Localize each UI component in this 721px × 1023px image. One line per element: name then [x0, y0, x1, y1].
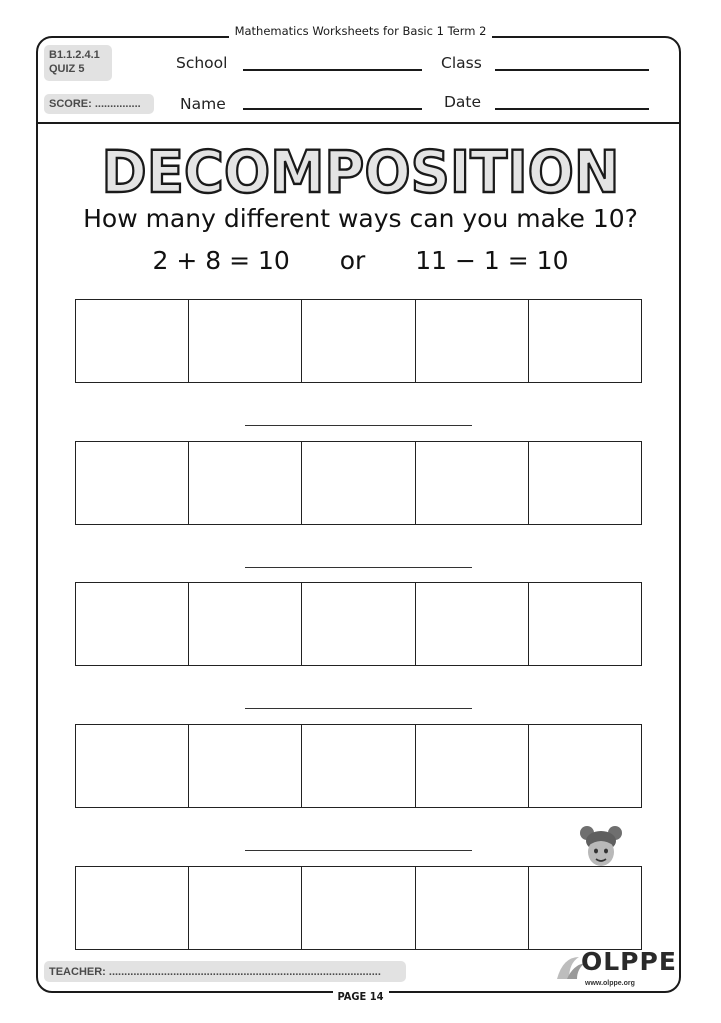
answer-cell[interactable]: [302, 583, 415, 665]
answer-cell[interactable]: [189, 300, 302, 382]
girl-face-icon: [578, 824, 624, 870]
or-text: or: [339, 246, 366, 275]
answer-cell[interactable]: [189, 583, 302, 665]
example-subtraction: 11 − 1 = 10: [415, 246, 569, 275]
answer-cell[interactable]: [189, 725, 302, 807]
answer-cell[interactable]: [302, 867, 415, 949]
answer-cell[interactable]: [302, 725, 415, 807]
worksheet-header-title: Mathematics Worksheets for Basic 1 Term 2: [0, 24, 721, 38]
answer-cell[interactable]: [189, 442, 302, 524]
date-field[interactable]: [495, 108, 649, 110]
answer-grid-3: [75, 582, 642, 666]
answer-cell[interactable]: [416, 442, 529, 524]
question-text: How many different ways can you make 10?: [83, 204, 638, 233]
answer-cell[interactable]: [529, 442, 641, 524]
class-label: Class: [441, 54, 482, 72]
name-label: Name: [180, 95, 226, 113]
answer-cell[interactable]: [76, 300, 189, 382]
answer-cell[interactable]: [76, 442, 189, 524]
quiz-code-tag: [44, 45, 112, 81]
teacher-tag: TEACHER: .........................................................................................: [44, 961, 406, 982]
name-field[interactable]: [243, 108, 422, 110]
answer-cell[interactable]: [302, 300, 415, 382]
header-divider: [38, 122, 681, 124]
page-number: PAGE 14: [0, 985, 721, 1004]
class-field[interactable]: [495, 69, 649, 71]
worksheet-title: [0, 136, 721, 206]
answer-line-2[interactable]: [245, 567, 472, 568]
answer-grid-4: [75, 724, 642, 808]
answer-line-4[interactable]: [245, 850, 472, 851]
answer-grid-1: [75, 299, 642, 383]
logo-text: OLPPE: [581, 947, 677, 976]
quiz-number: QUIZ 5: [49, 63, 85, 75]
answer-cell[interactable]: [529, 300, 641, 382]
answer-cell[interactable]: [416, 583, 529, 665]
example-equations: [0, 246, 721, 275]
answer-line-1[interactable]: [245, 425, 472, 426]
answer-cell[interactable]: [416, 300, 529, 382]
answer-line-3[interactable]: [245, 708, 472, 709]
answer-cell[interactable]: [76, 867, 189, 949]
answer-cell[interactable]: [529, 725, 641, 807]
answer-cell[interactable]: [416, 867, 529, 949]
answer-cell[interactable]: [76, 583, 189, 665]
answer-cell[interactable]: [76, 725, 189, 807]
title-text: DECOMPOSITION: [101, 138, 620, 206]
answer-cell[interactable]: [416, 725, 529, 807]
quiz-code: B1.1.2.4.1: [49, 49, 100, 61]
logo-url: www.olppe.org: [585, 980, 635, 987]
answer-grid-2: [75, 441, 642, 525]
score-tag: SCORE: ...............: [44, 94, 154, 114]
example-addition: 2 + 8 = 10: [152, 246, 290, 275]
answer-cell[interactable]: [189, 867, 302, 949]
answer-grid-5: [75, 866, 642, 950]
answer-cell[interactable]: [302, 442, 415, 524]
school-field[interactable]: [243, 69, 422, 71]
date-label: Date: [444, 93, 482, 111]
answer-cell[interactable]: [529, 867, 641, 949]
school-label: School: [176, 54, 228, 72]
answer-cell[interactable]: [529, 583, 641, 665]
